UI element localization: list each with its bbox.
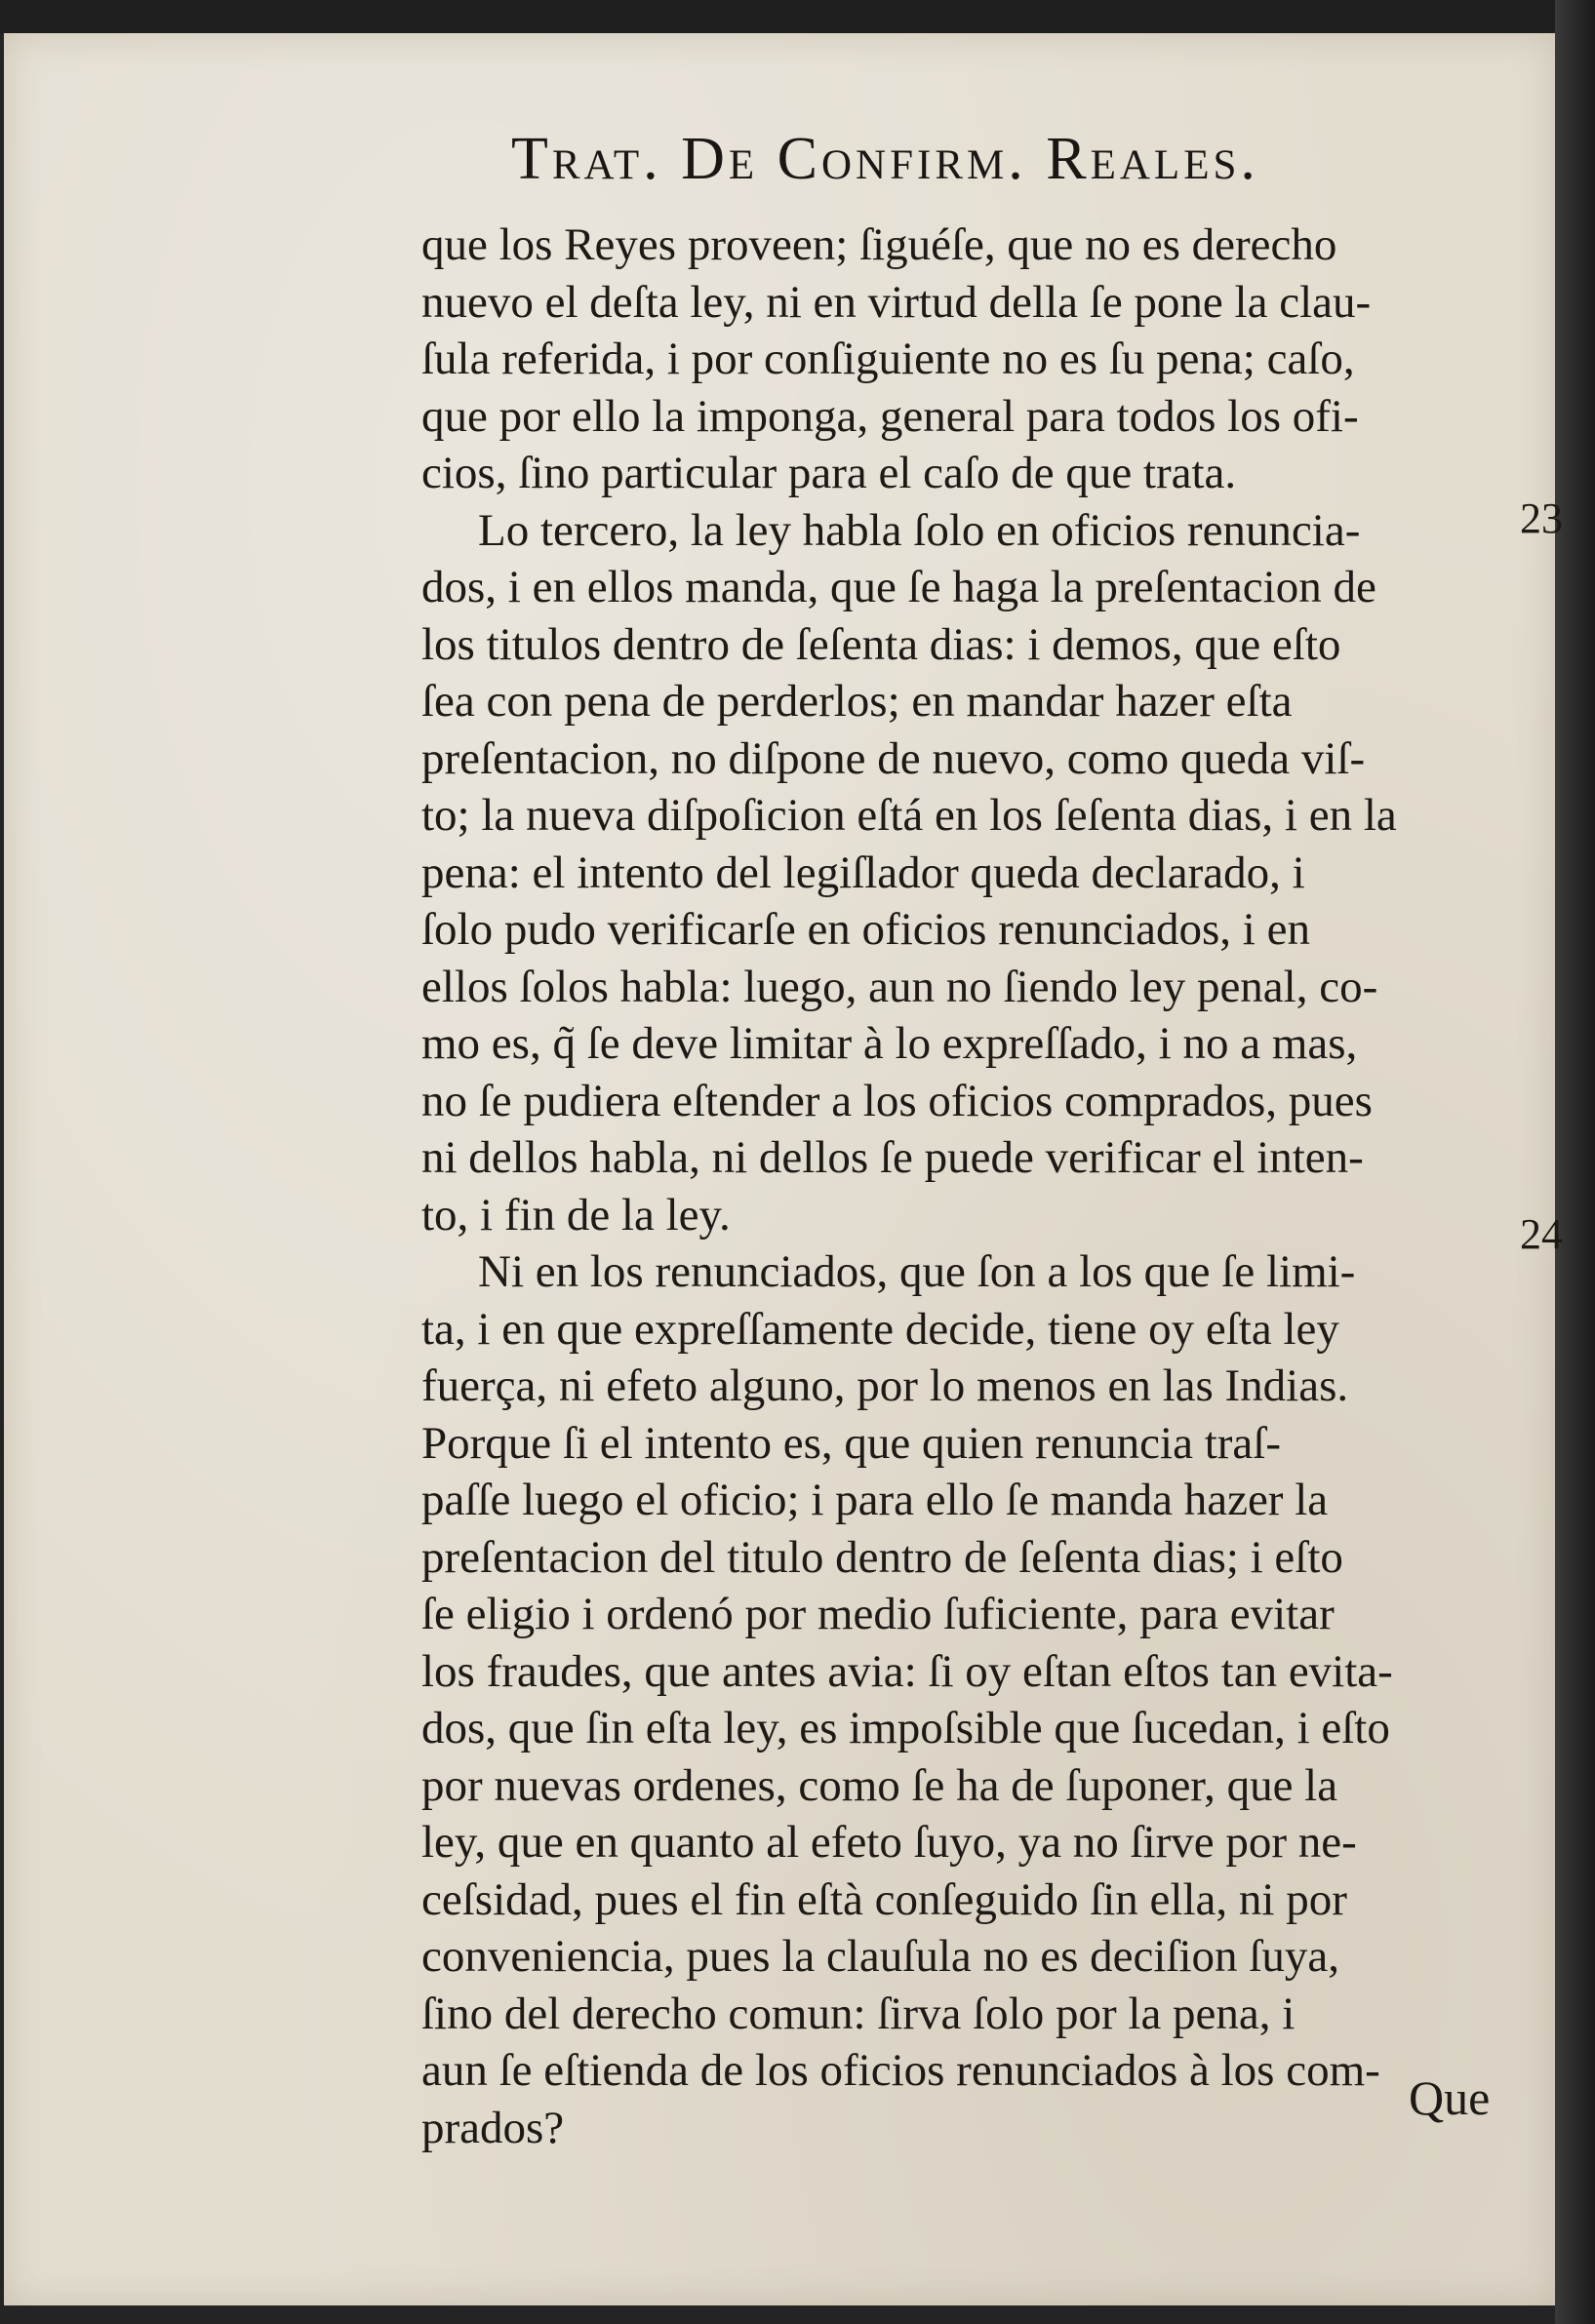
running-head: Trat. De Confirm. Reales. (511, 126, 1259, 192)
text-line: no ſe pudiera eſtender a los oficios comprados, pues (421, 1075, 1373, 1126)
margin-number: 24 (1520, 1210, 1563, 1258)
text-line: ley, que en quanto al efeto ſuyo, ya no ſirve por ne- (421, 1817, 1357, 1868)
text-line: dos, i en ellos manda, que ſe haga la preſentacion de (421, 562, 1376, 612)
text-line: pena: el intento del legiſlador queda declarado, i (421, 847, 1305, 898)
body-text (421, 217, 1506, 2156)
text-line: ſe eligio i ordenó por medio ſuficiente, para evitar (421, 1589, 1335, 1639)
text-line: ellos ſolos habla: luego, aun no ſiendo ley penal, co- (421, 961, 1378, 1012)
text-line: conveniencia, pues la clauſula no es deciſion ſuya, (421, 1931, 1339, 1982)
scan-top-border (0, 0, 1595, 33)
text-line: ſula referida, i por conſiguiente no es ſu pena; caſo, (421, 334, 1355, 384)
text-line: to, i fin de la ley. (421, 1189, 731, 1241)
text-line: ſino del derecho comun: ſirva ſolo por la pena, i (421, 1988, 1296, 2039)
text-line: Lo tercero, la ley habla ſolo en oficios renuncia- (478, 504, 1361, 556)
text-line: cios, ſino particular para el caſo de que trata. (421, 448, 1237, 498)
margin-number: 23 (1520, 494, 1563, 542)
text-line: fuerça, ni efeto alguno, por lo menos en las Indias. (421, 1360, 1349, 1411)
text-line: los titulos dentro de ſeſenta dias: i demos, que eſto (421, 618, 1341, 670)
text-line: paſſe luego el oficio; i para ello ſe manda hazer la (421, 1475, 1329, 1525)
text-line: preſentacion del titulo dentro de ſeſenta dias; i eſto (421, 1531, 1343, 1583)
text-line: mo es, q̃ ſe deve limitar à lo expreſſado, i no a mas, (421, 1018, 1358, 1069)
scan-right-edge (1555, 0, 1595, 2324)
text-line: preſentacion, no diſpone de nuevo, como queda viſ- (421, 732, 1366, 784)
text-line: ta, i en que expreſſamente decide, tiene oy eſta ley (421, 1303, 1339, 1355)
text-line: Porque ſi el intento es, que quien renuncia traſ- (421, 1417, 1281, 1469)
text-line: que por ello la imponga, general para todos los ofi- (421, 390, 1359, 442)
text-line: que los Reyes proveen; ſiguéſe, que no es derecho (421, 219, 1337, 270)
text-line: los fraudes, que antes avia: ſi oy eſtan eſtos tan evita- (421, 1645, 1393, 1697)
text-line: to; la nueva diſpoſicion eſtá en los ſeſenta dias, i en la (421, 790, 1397, 841)
text-line: por nuevas ordenes, como ſe ha de ſuponer, que la (421, 1759, 1338, 1811)
text-line: nuevo el deſta ley, ni en virtud della ſe pone la clau- (421, 276, 1372, 328)
text-line: aun ſe eſtienda de los oficios renunciados à los com- (421, 2045, 1380, 2096)
text-line: ſolo pudo verificarſe en oficios renunciados, i en (421, 904, 1310, 955)
text-line: dos, que ſin eſta ley, es impoſsible que ſucedan, i eſto (421, 1703, 1390, 1753)
catchword: Que (1409, 2070, 1491, 2125)
text-line: Ni en los renunciados, que ſon a los que ſe limi- (478, 1246, 1356, 1297)
text-line: ni dellos habla, ni dellos ſe puede verificar el inten- (421, 1132, 1364, 1183)
text-line: prados? (421, 2102, 565, 2153)
text-line: ſea con pena de perderlos; en mandar hazer eſta (421, 676, 1293, 727)
text-line: ceſsidad, pues el fin eſtà conſeguido ſin ella, ni por (421, 1873, 1347, 1925)
